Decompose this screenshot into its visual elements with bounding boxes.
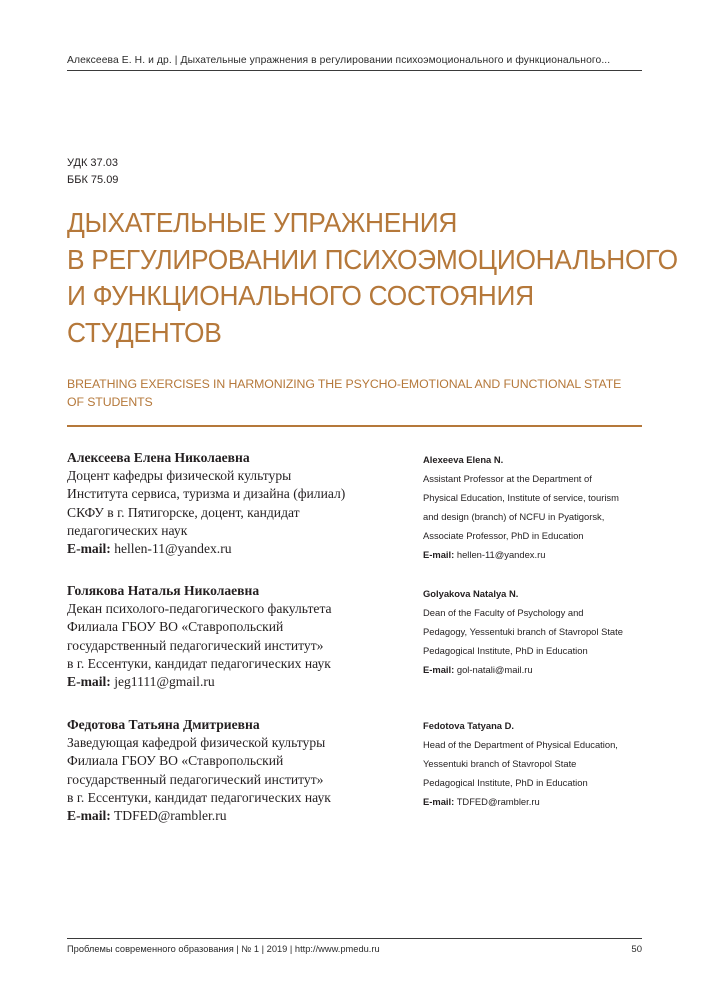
- author-affiliation-line: Head of the Department of Physical Education,: [423, 739, 618, 750]
- author-affiliation-line: государственный педагогический институт»: [67, 771, 324, 787]
- author-ru-3: [67, 716, 407, 825]
- author-affiliation-line: в г. Ессентуки, кандидат педагогических наук: [67, 789, 331, 805]
- author-affiliation-line: and design (branch) of NCFU in Pyatigorsk,: [423, 511, 605, 522]
- journal-info: Проблемы современного образования | № 1 | 2019 | http://www.pmedu.ru: [67, 944, 380, 954]
- author-affiliation-line: Associate Professor, PhD in Education: [423, 530, 584, 541]
- author-affiliation-line: Pedagogical Institute, PhD in Education: [423, 777, 588, 788]
- author-affiliation-line: государственный педагогический институт»: [67, 637, 324, 653]
- author-email-line: [67, 673, 407, 691]
- author-name: Fedotova Tatyana D.: [423, 720, 514, 731]
- author-ru-1: [67, 449, 407, 558]
- email-link[interactable]: hellen-11@yandex.ru: [114, 541, 232, 557]
- email-link[interactable]: TDFED@rambler.ru: [456, 796, 540, 807]
- author-affiliation-line: Филиала ГБОУ ВО «Ставропольский: [67, 753, 284, 769]
- author-en-2: [423, 584, 653, 679]
- author-affiliation-line: Yessentuki branch of Stavropol State: [423, 758, 577, 769]
- author-affiliation-line: в г. Ессентуки, кандидат педагогических наук: [67, 655, 331, 671]
- author-affiliation-line: Декан психолого-педагогического факультета: [67, 601, 332, 617]
- bbk-code: ББК 75.09: [67, 174, 119, 186]
- udk-code: УДК 37.03: [67, 157, 118, 169]
- subtitle-line: OF STUDENTS: [67, 395, 153, 409]
- author-name: Голякова Наталья Николаевна: [67, 583, 260, 598]
- author-affiliation-line: Доцент кафедры физической культуры: [67, 468, 292, 484]
- author-email-line: [423, 545, 653, 564]
- subtitle-line: BREATHING EXERCISES IN HARMONIZING THE PSYCHO-EMOTIONAL AND FUNCTIONAL STATE: [67, 377, 622, 391]
- author-affiliation-line: Филиала ГБОУ ВО «Ставропольский: [67, 619, 284, 635]
- author-ru-2: [67, 582, 407, 691]
- page-number: 50: [631, 944, 642, 955]
- header-divider: [67, 70, 642, 71]
- classification-codes: [67, 155, 118, 189]
- title-line: И ФУНКЦИОНАЛЬНОГО СОСТОЯНИЯ: [67, 280, 534, 311]
- title-line: СТУДЕНТОВ: [67, 316, 222, 348]
- title-line: В РЕГУЛИРОВАНИИ ПСИХОЭМОЦИОНАЛЬНОГО: [67, 243, 678, 275]
- author-affiliation-line: Pedagogical Institute, PhD in Education: [423, 645, 588, 656]
- footer-divider: [67, 938, 642, 939]
- author-affiliation-line: Assistant Professor at the Department of: [423, 473, 592, 484]
- author-affiliation-line: педагогических наук: [67, 522, 188, 538]
- author-email-line: [423, 660, 653, 679]
- running-head: Алексеева Е. Н. и др. | Дыхательные упражнения в регулировании психоэмоционального и функционального...: [67, 55, 611, 66]
- email-label: E-mail:: [67, 674, 111, 690]
- email-label: E-mail:: [67, 808, 111, 824]
- author-affiliation-line: Pedagogy, Yessentuki branch of Stavropol State: [423, 626, 623, 637]
- email-label: E-mail:: [67, 541, 111, 557]
- author-name: Golyakova Natalya N.: [423, 588, 519, 599]
- article-title: [67, 205, 678, 351]
- author-affiliation-line: Института сервиса, туризма и дизайна (филиал): [67, 486, 346, 502]
- email-link[interactable]: hellen-11@yandex.ru: [456, 549, 546, 560]
- author-name: Алексеева Елена Николаевна: [67, 450, 250, 465]
- author-name: Alexeeva Elena N.: [423, 454, 504, 465]
- author-affiliation-line: Заведующая кафедрой физической культуры: [67, 735, 326, 751]
- author-affiliation-line: Dean of the Faculty of Psychology and: [423, 607, 584, 618]
- author-email-line: [67, 807, 407, 825]
- email-link[interactable]: TDFED@rambler.ru: [113, 808, 227, 824]
- author-en-1: [423, 450, 653, 564]
- author-en-3: [423, 716, 653, 811]
- author-affiliation-line: СКФУ в г. Пятигорске, доцент, кандидат: [67, 504, 300, 520]
- author-affiliation-line: Physical Education, Institute of service, tourism: [423, 492, 619, 503]
- author-name: Федотова Татьяна Дмитриевна: [67, 717, 260, 732]
- author-email-line: [67, 540, 407, 558]
- article-title-english: [67, 375, 667, 411]
- email-link[interactable]: jeg1111@gmail.ru: [114, 674, 215, 690]
- author-email-line: [423, 792, 653, 811]
- title-divider: [67, 425, 642, 427]
- title-line: ДЫХАТЕЛЬНЫЕ УПРАЖНЕНИЯ: [67, 207, 458, 238]
- email-label: E-mail:: [423, 664, 455, 675]
- email-link[interactable]: gol-natali@mail.ru: [456, 664, 533, 675]
- email-label: E-mail:: [423, 549, 455, 560]
- email-label: E-mail:: [423, 796, 455, 807]
